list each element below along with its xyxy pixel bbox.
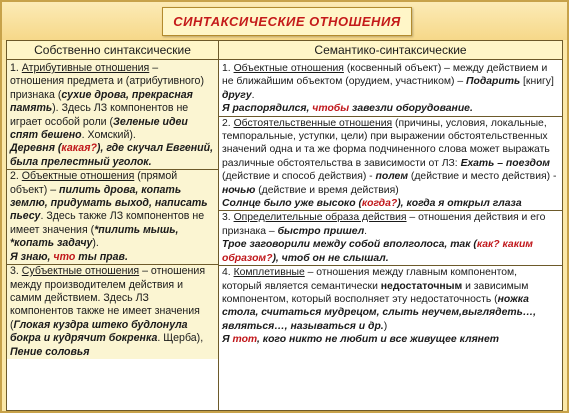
- column-syntactic: [7, 41, 219, 410]
- term-manner: Определительные образа действия: [233, 212, 407, 224]
- slide-title: СИНТАКСИЧЕСКИЕ ОТНОШЕНИЯ: [173, 14, 401, 29]
- right-section-4: 4. Комплетивные – отношения между главным компонентом, который является семантически недостаточным и зависимым компонентом, который восполняет эту недостаточность (ножка стола, считаться мудрецом, слыть неучем,выглядеть…, являться…, называться и др.): [222, 267, 537, 332]
- right-divider-2: [219, 210, 562, 265]
- left-example-2: Я знаю, что ты прав.: [10, 250, 128, 263]
- left-section-3: 3. Субъектные отношения – отношения между производителем действия и самим действием. Здесь ЛЗ компонентов также не имеет значения (Глокая куздра штеко будлонула бокра и кудрячит бокренка. Щерба), Пение соловья: [10, 265, 206, 358]
- relations-table: [6, 40, 563, 411]
- title-box: [162, 7, 412, 36]
- right-section-3: 3. Определительные образа действия – отношения действия и его признака – быстро пришел.: [222, 212, 546, 237]
- left-section-2: 2. Объектные отношения (прямой объект) – пилить дрова, копать землю, придумать выход, написать пьесу. Здесь также ЛЗ компонентов не имеет значения (*пилить мышь, *копать задачу).: [10, 170, 208, 250]
- term-subject: Субъектные отношения: [21, 265, 140, 278]
- right-example-4: Я тот, кого никто не любит и все живущее клянет: [222, 334, 499, 346]
- term-completive: Комплетивные: [233, 267, 305, 279]
- term-indirect-object: Объектные отношения: [233, 63, 344, 74]
- term-circumstantial: Обстоятельственные отношения: [233, 117, 393, 129]
- column-header-syntactic: Собственно синтаксические: [7, 41, 218, 60]
- right-example-3: Трое заговорили между собой вполголоса, так (как? каким образом?), чтоб он не слышал.: [222, 239, 533, 264]
- column-body-semantic: [219, 60, 562, 347]
- right-example-1: Я распорядился, чтобы завезли оборудование.: [222, 103, 473, 115]
- column-body-syntactic: [7, 60, 218, 359]
- term-attributive: Атрибутивные отношения: [21, 62, 150, 74]
- title-band: [2, 2, 567, 40]
- right-example-2: Солнце было уже высоко (когда?), когда я открыл глаза: [222, 198, 522, 210]
- right-section-1: 1. Объектные отношения (косвенный объект) – между действием и не ближайшим объектом (орудием, участником) – Подарить [книгу] другу.: [222, 63, 554, 101]
- right-section-2: 2. Обстоятельственные отношения (причины, условия, локальные, темпоральные, уступки, цели) при выражении обстоятельственных значений одна и та же форма подчиненного слова может выражать различные обстоятельства в зависимости от ЛЗ: Ехать – поездом (действие и способ действия) - полем (действие и место действия) - ночью (действие и время действия): [222, 117, 557, 196]
- column-header-semantic: Семантико-синтаксические: [219, 41, 562, 60]
- column-semantic: [219, 41, 562, 410]
- term-object: Объектные отношения: [21, 170, 135, 183]
- right-divider-1: [219, 116, 562, 211]
- left-section-1: 1. Атрибутивные отношения – отношения предмета и (атрибутивного) признака (сухие дрова, прекрасная память). Здесь ЛЗ компонентов не играет особой роли (Зеленые идеи спят бешено. Хомский).: [10, 62, 204, 142]
- left-divider-2: [7, 264, 218, 359]
- right-divider-3: [219, 265, 562, 346]
- left-divider-1: [7, 169, 218, 264]
- left-example-1: Деревня (какая?), где скучал Евгений, была прелестный уголок.: [10, 142, 214, 168]
